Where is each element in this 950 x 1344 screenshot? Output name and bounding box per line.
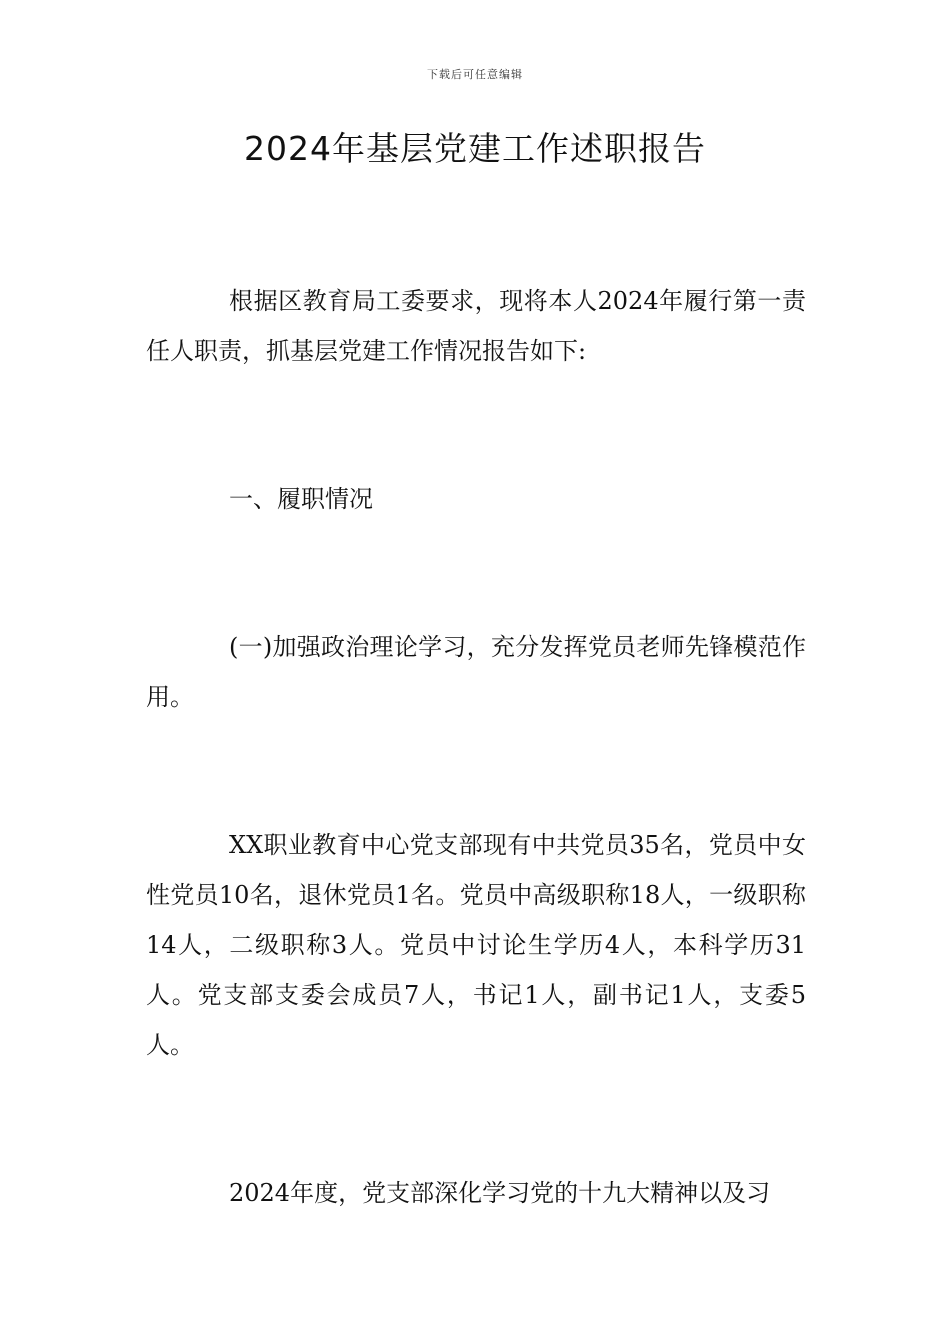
document-title: 2024年基层党建工作述职报告 — [244, 129, 706, 168]
subsection-heading-study: (一)加强政治理论学习，充分发挥党员老师先锋模范作用。 — [146, 633, 806, 711]
header-note: 下载后可任意编辑 — [427, 68, 523, 81]
body-paragraph-membership: XX职业教育中心党支部现有中共党员35名，党员中女性党员10名，退休党员1名。党员中高级职称18人，一级职称14人，二级职称3人。党员中讨论生学历4人，本科学历31人。党支部支委会成员7人，书记1人，副书记1人，支委5人。 — [146, 831, 806, 1059]
intro-paragraph: 根据区教育局工委要求，现将本人2024年履行第一责任人职责，抓基层党建工作情况报告如下: — [146, 287, 806, 365]
body-paragraph-annual: 2024年度，党支部深化学习党的十九大精神以及习 — [229, 1179, 771, 1207]
section-heading-duty: 一、履职情况 — [229, 485, 373, 513]
